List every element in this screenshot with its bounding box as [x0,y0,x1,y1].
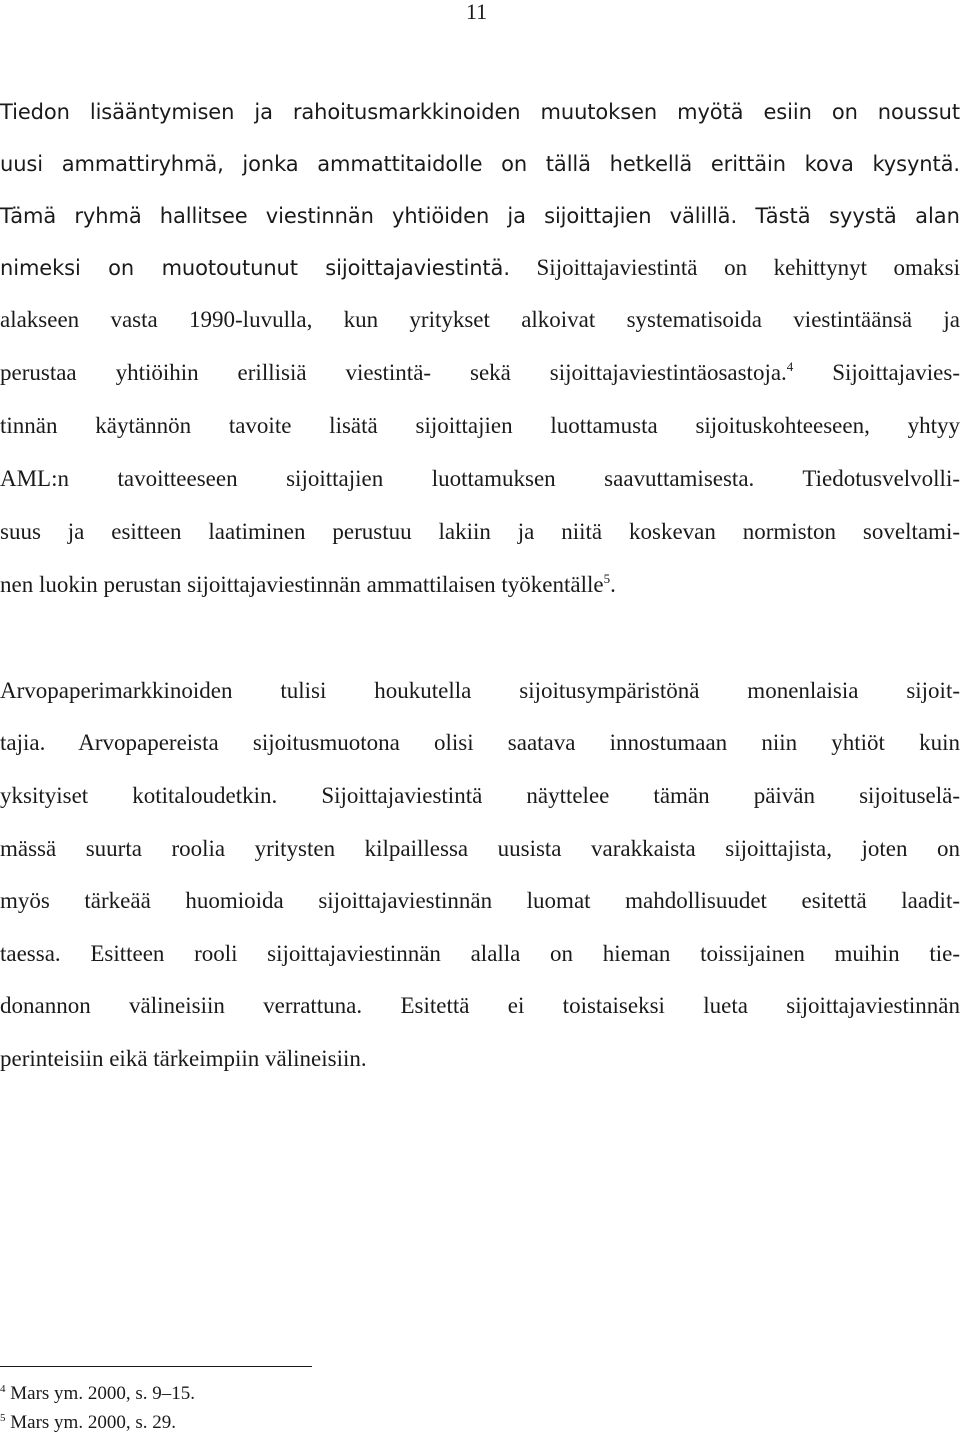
paragraph-1-line-1: Tiedon lisääntymisen ja rahoitusmarkkinoiden muutoksen myötä esiin on noussut [0,100,960,124]
page-number: 11 [466,0,488,24]
paragraph-1-line-10-text: nen luokin perustan sijoittajaviestinnän ammattilaisen työkentälle [0,572,604,597]
footnote-5-mark: 5 [0,1412,6,1424]
paragraph-1-line-8: AML:n tavoitteeseen sijoittajien luottamuksen saavuttamisesta. Tiedotusvelvolli- [0,466,960,491]
paragraph-1-line-4 [0,254,960,282]
footnote-5 [0,1412,176,1434]
footnote-4-mark: 4 [0,1383,6,1395]
paragraph-2-line-7: donannon välineisiin verrattuna. Esitettä ei toistaiseksi lueta sijoittajaviestinnän [0,993,960,1018]
paragraph-1-line-7: tinnän käytännön tavoite lisätä sijoittajien luottamusta sijoituskohteeseen, yhtyy [0,413,960,438]
paragraph-2-line-5: myös tärkeää huomioida sijoittajaviestinnän luomat mahdollisuudet esitettä laadit- [0,888,960,913]
paragraph-1-line-3-tail: Tästä syystä alan [737,204,960,228]
paragraph-2-line-3: yksityiset kotitaloudetkin. Sijoittajaviestintä näyttelee tämän päivän sijoituselä- [0,783,960,808]
paragraph-2-line-4: mässä suurta roolia yritysten kilpaillessa uusista varakkaista sijoittajista, joten on [0,836,960,861]
paragraph-1-line-6-text: perustaa yhtiöihin erillisiä viestintä- sekä sijoittajaviestintäosastoja. [0,360,787,385]
footnote-ref-5: 5 [603,571,611,586]
paragraph-1-line-9: suus ja esitteen laatiminen perustuu lakiin ja niitä koskevan normiston soveltami- [0,519,960,544]
paragraph-1-line-6 [0,359,960,387]
paragraph-1-line-2: uusi ammattiryhmä, jonka ammattitaidolle on tällä hetkellä erittäin kova kysyntä. [0,152,960,176]
paragraph-1-line-3 [0,202,960,230]
paragraph-1-line-5: alakseen vasta 1990-luvulla, kun yritykset alkoivat systematisoida viestintäänsä ja [0,307,960,332]
footnote-5-text: Mars ym. 2000, s. 29. [5,1412,176,1433]
paragraph-2-line-6: taessa. Esitteen rooli sijoittajaviestinnän alalla on hieman toissijainen muihin tie- [0,941,960,966]
paragraph-1-line-6-tail: Sijoittajavies- [793,360,960,385]
paragraph-1-line-4-sans: nimeksi on muotoutunut sijoittajaviestintä. [0,256,510,280]
paragraph-1-line-10 [0,571,960,599]
paragraph-2-line-8: perinteisiin eikä tärkeimpiin välineisiin. [0,1046,367,1071]
paragraph-1-line-4-serif: Sijoittajaviestintä on kehittynyt omaksi [509,255,960,280]
footnote-separator [0,1366,312,1367]
footnote-4 [0,1383,195,1405]
footnote-4-text: Mars ym. 2000, s. 9–15. [5,1383,195,1404]
paragraph-1-line-3-sans: Tämä ryhmä hallitsee viestinnän yhtiöiden ja sijoittajien välillä. [0,204,738,228]
paragraph-2-line-2: tajia. Arvopapereista sijoitusmuotona olisi saatava innostumaan niin yhtiöt kuin [0,730,960,755]
footnote-ref-4: 4 [786,359,794,374]
paragraph-1-line-10-end: . [610,572,616,597]
paragraph-2-line-1: Arvopaperimarkkinoiden tulisi houkutella sijoitusympäristönä monenlaisia sijoit- [0,678,960,703]
